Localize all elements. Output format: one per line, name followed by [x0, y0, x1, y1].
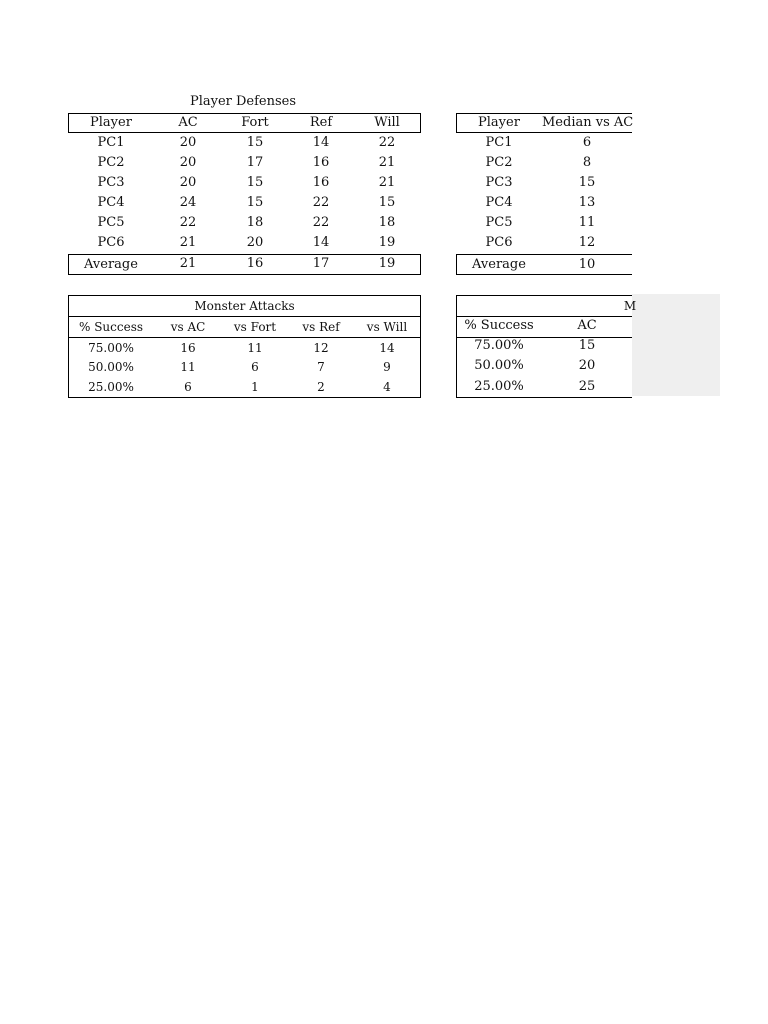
cell: 14: [312, 235, 330, 250]
cell: 18: [378, 215, 396, 230]
average-label: Average: [472, 257, 526, 272]
cell: 10: [578, 257, 596, 272]
cell: 19: [378, 256, 396, 271]
cell: 11: [247, 341, 263, 355]
cell: 20: [179, 175, 197, 190]
col-header-player: Player: [90, 115, 132, 130]
cell: 20: [179, 155, 197, 170]
col-header-success: % Success: [78, 320, 144, 334]
cell: 15: [578, 175, 596, 190]
cell: 22: [378, 135, 396, 150]
cell: 15: [246, 195, 264, 210]
cell: 1: [251, 380, 259, 394]
cell: 7: [317, 360, 325, 374]
col-header-vs-fort: vs Fort: [233, 320, 277, 334]
cell: 2: [317, 380, 325, 394]
monster-attacks-title: Monster Attacks: [194, 299, 295, 313]
cell: PC6: [485, 235, 513, 250]
cell: PC5: [97, 215, 125, 230]
cell: 4: [383, 380, 391, 394]
cell: PC5: [485, 215, 513, 230]
col-header-vs-will: vs Will: [366, 320, 408, 334]
cell: PC6: [97, 235, 125, 250]
cell: 9: [383, 360, 391, 374]
cell: 12: [578, 235, 596, 250]
cell: 75.00%: [88, 341, 134, 355]
col-header-fort: Fort: [241, 115, 269, 130]
cell: 22: [179, 215, 197, 230]
right-attacks-bottom-line: [456, 397, 632, 398]
col-header-median-vs-ac: Median vs AC: [542, 115, 634, 130]
cell: 14: [379, 341, 395, 355]
cell: 13: [578, 195, 596, 210]
cell: 25: [578, 379, 596, 394]
col-header-vs-ref: vs Ref: [302, 320, 340, 334]
col-header-will: Will: [374, 115, 400, 130]
cell: 25.00%: [474, 379, 524, 394]
cell: 21: [179, 235, 197, 250]
cell: 14: [312, 135, 330, 150]
cell: 15: [378, 195, 396, 210]
cell: 12: [313, 341, 329, 355]
cell: 19: [378, 235, 396, 250]
cell: 50.00%: [88, 360, 134, 374]
cell: 25.00%: [88, 380, 134, 394]
cell: 11: [578, 215, 596, 230]
cell: 21: [179, 256, 197, 271]
right-attacks-top-line: [456, 295, 632, 296]
cell: 6: [184, 380, 192, 394]
cell: 21: [378, 155, 396, 170]
col-header-ac: AC: [577, 318, 597, 333]
cell: 16: [312, 175, 330, 190]
col-header-ac: AC: [178, 115, 198, 130]
cell: 22: [312, 215, 330, 230]
cell: 18: [246, 215, 264, 230]
col-header-ref: Ref: [309, 115, 333, 130]
cell: 20: [246, 235, 264, 250]
cell: 75.00%: [474, 338, 524, 353]
cell: 8: [582, 155, 592, 170]
cell: 6: [251, 360, 259, 374]
player-defenses-title: Player Defenses: [189, 94, 297, 109]
cell: PC2: [485, 155, 513, 170]
cell: 21: [378, 175, 396, 190]
cell: PC1: [97, 135, 125, 150]
cell: 20: [179, 135, 197, 150]
cell: 15: [246, 175, 264, 190]
average-label: Average: [84, 257, 138, 272]
cell: 17: [246, 155, 264, 170]
cell: PC2: [97, 155, 125, 170]
shaded-region: [632, 294, 720, 396]
col-header-success: % Success: [464, 318, 534, 333]
cell: PC3: [485, 175, 513, 190]
cell: PC4: [97, 195, 125, 210]
cell: 50.00%: [474, 358, 524, 373]
cell: 17: [312, 256, 330, 271]
cell: 24: [179, 195, 197, 210]
cell: PC4: [485, 195, 513, 210]
cell: 15: [246, 135, 264, 150]
cell: PC3: [97, 175, 125, 190]
cell: 22: [312, 195, 330, 210]
right-attacks-title-fragment: M: [623, 299, 637, 313]
col-header-vs-ac: vs AC: [170, 320, 206, 334]
cell: 20: [578, 358, 596, 373]
cell: 16: [312, 155, 330, 170]
cell: 15: [578, 338, 596, 353]
cell: 6: [582, 135, 592, 150]
cell: PC1: [485, 135, 513, 150]
cell: 16: [246, 256, 264, 271]
cell: 16: [180, 341, 196, 355]
cell: 11: [180, 360, 196, 374]
col-header-player: Player: [478, 115, 520, 130]
